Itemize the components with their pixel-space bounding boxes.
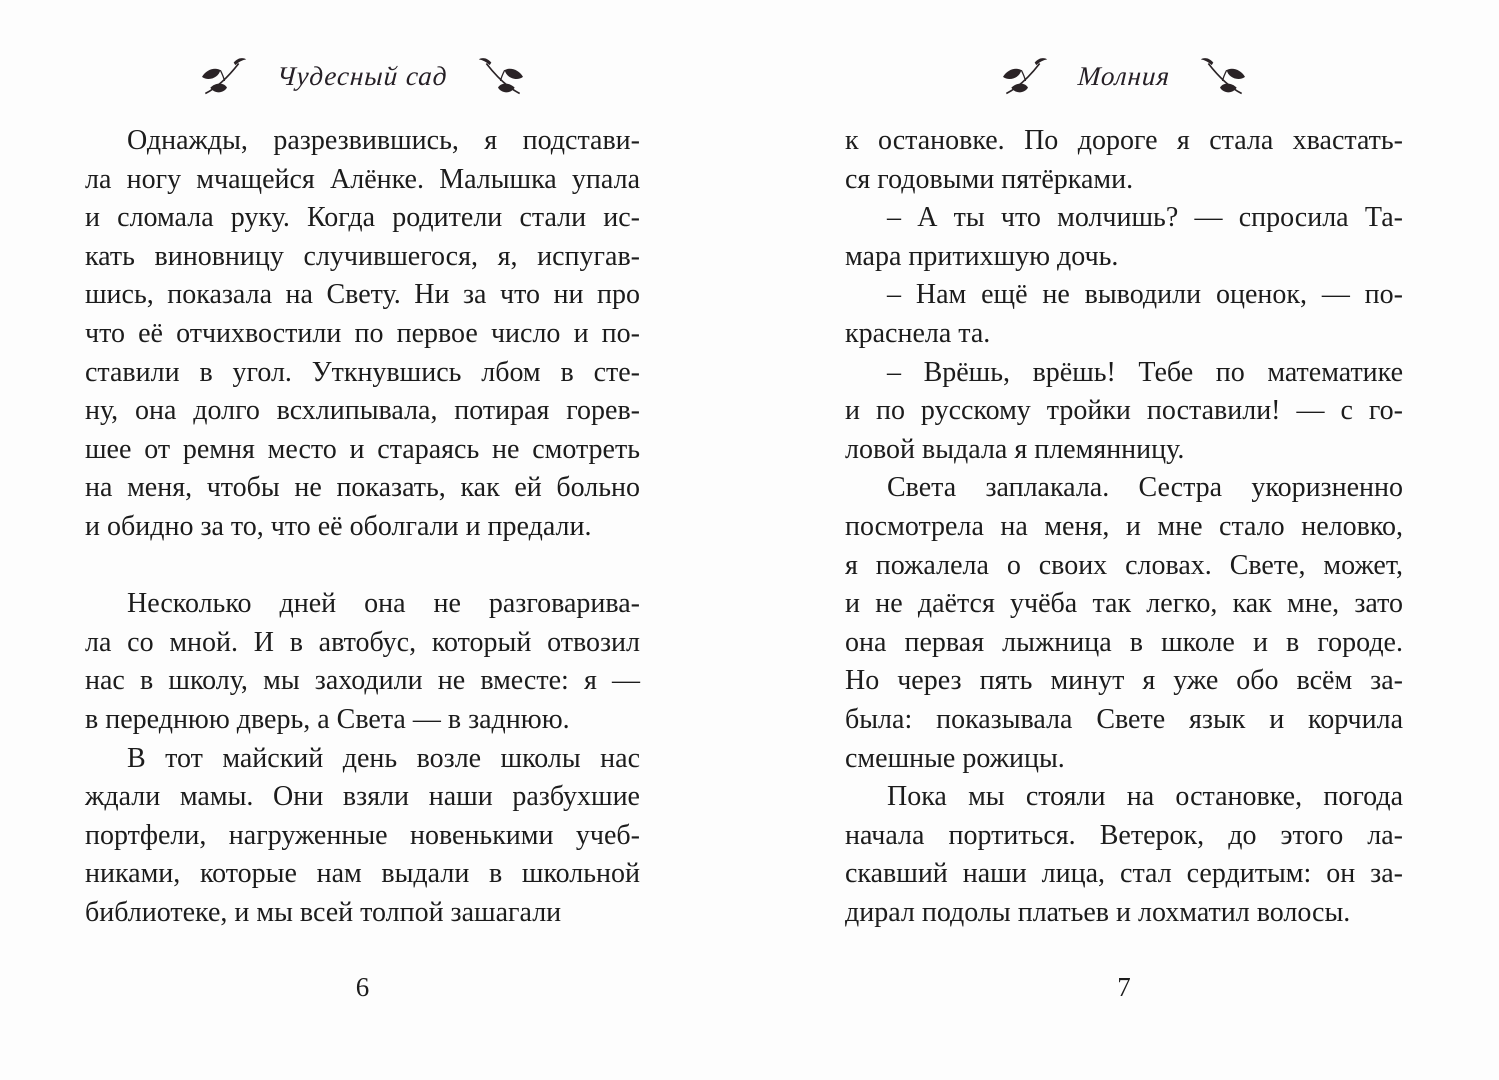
text-line: ла ногу мчащейся Алёнке. Малышка упала (85, 163, 640, 195)
text-line: на меня, чтобы не показать, как ей больно (85, 472, 640, 504)
text-line: ла со мной. И в автобус, который отвозил (85, 626, 640, 658)
text-line: – Врёшь, врёшь! Тебе по математике (887, 356, 1403, 388)
right-page-title: Молния (1076, 60, 1172, 91)
text-line: и сломала руку. Когда родители стали ис- (85, 202, 640, 234)
text-line: краснела та. (845, 317, 991, 349)
left-page-number: 6 (355, 972, 370, 1002)
text-line: Пока мы стояли на остановке, погода (887, 781, 1403, 813)
text-line: посмотрела на меня, и мне стало неловко, (845, 510, 1403, 542)
text-line: библиотеке, и мы всей толпой зашагали (85, 896, 562, 928)
text-line: и не даётся учёба так легко, как мне, зато (845, 588, 1403, 620)
text-line: шись, показала на Свету. Ни за что ни про (85, 279, 640, 311)
rose-sprig-icon (998, 55, 1048, 97)
left-text-block (85, 122, 640, 932)
right-page-number: 7 (1117, 972, 1131, 1002)
text-line: нас в школу, мы заходили не вместе: я — (85, 665, 640, 697)
text-line: я пожалела о своих словах. Свете, может, (845, 549, 1403, 581)
text-line: смешные рожицы. (845, 742, 1065, 774)
text-line: скавший наши лица, стал сердитым: он за- (845, 858, 1403, 890)
page-right (845, 0, 1403, 1080)
text-line: Несколько дней она не разговарива- (127, 588, 640, 620)
text-line: в переднюю дверь, а Света — в заднюю. (85, 703, 570, 735)
text-line: портфели, нагруженные новенькими учеб- (85, 819, 640, 851)
text-line: мара притихшую дочь. (845, 240, 1119, 272)
text-line: и по русскому тройки поставили! — с го- (845, 395, 1403, 427)
text-line: дирал подолы платьев и лохматил волосы. (845, 896, 1351, 928)
text-line: В тот майский день возле школы нас (127, 742, 640, 774)
text-line: ставили в угол. Уткнувшись лбом в сте- (85, 356, 640, 388)
text-line: – А ты что молчишь? — спросила Та- (887, 202, 1403, 234)
right-page-header (845, 50, 1403, 102)
left-page-header (85, 50, 640, 102)
text-line: и обидно за то, что её оболгали и предали. (85, 510, 592, 542)
text-line: Однажды, разрезвившись, я подстави- (127, 125, 640, 156)
text-line: начала портиться. Ветерок, до этого ла- (845, 819, 1403, 851)
text-line: что её отчихвостили по первое число и по- (85, 317, 640, 349)
left-page-title: Чудесный сад (276, 60, 449, 91)
page-left (85, 0, 640, 1080)
rose-sprig-icon (478, 55, 528, 97)
text-line: никами, которые нам выдали в школьной (85, 858, 640, 890)
text-line: ловой выдала я племянницу. (845, 433, 1185, 465)
text-line: ся годовыми пятёрками. (845, 163, 1134, 195)
text-line: ждали мамы. Они взяли наши разбухшие (85, 781, 640, 813)
text-line: к остановке. По дороге я стала хвастать- (845, 125, 1403, 156)
right-text-block (845, 122, 1403, 932)
text-line: Но через пять минут я уже обо всём за- (845, 665, 1403, 697)
text-line: – Нам ещё не выводили оценок, — по- (887, 279, 1403, 311)
rose-sprig-icon (197, 55, 247, 97)
text-line: шее от ремня место и стараясь не смотреть (85, 433, 640, 465)
text-line: ну, она долго всхлипывала, потирая горев- (85, 395, 640, 427)
text-line: она первая лыжница в школе и в городе. (845, 626, 1403, 658)
text-line: Света заплакала. Сестра укоризненно (887, 472, 1403, 504)
text-line: кать виновницу случившегося, я, испугав- (85, 240, 640, 272)
text-line: была: показывала Свете язык и корчила (845, 703, 1403, 735)
rose-sprig-icon (1200, 55, 1250, 97)
